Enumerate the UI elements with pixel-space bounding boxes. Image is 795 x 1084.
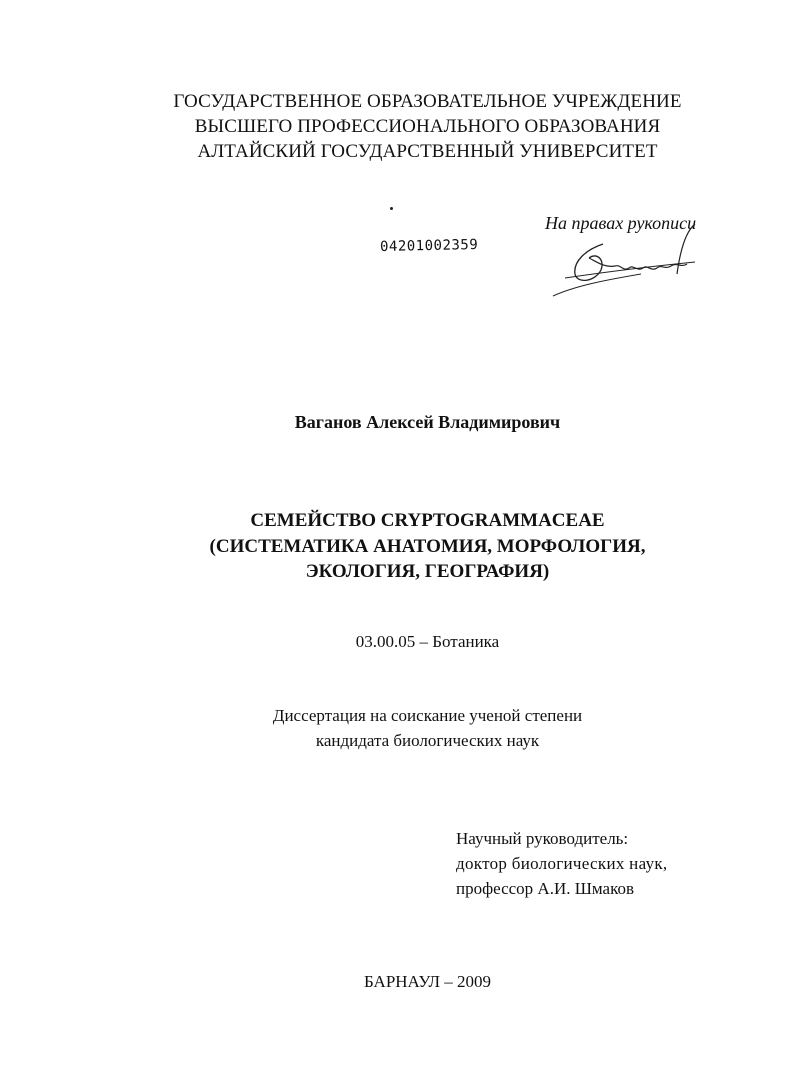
supervisor-label: Научный руководитель: [456, 829, 629, 848]
supervisor-degree: доктор биологических наук, [456, 854, 668, 873]
title-line-3: ЭКОЛОГИЯ, ГЕОГРАФИЯ) [305, 561, 550, 582]
catalog-number: 04201002359 [379, 236, 479, 256]
handwritten-signature [545, 222, 705, 300]
author-name: Ваганов Алексей Владимирович [294, 412, 561, 432]
city-year: БАРНАУЛ – 2009 [364, 972, 491, 991]
manuscript-note: На правах рукописи [545, 213, 697, 233]
title-line-1: СЕМЕЙСТВО CRYPTOGRAMMACEAE [250, 510, 605, 531]
dissertation-line-2: кандидата биологических наук [315, 731, 540, 750]
institution-line-2: ВЫСШЕГО ПРОФЕССИОНАЛЬНОГО ОБРАЗОВАНИЯ [194, 116, 661, 137]
institution-line-3: АЛТАЙСКИЙ ГОСУДАРСТВЕННЫЙ УНИВЕРСИТЕТ [197, 141, 658, 162]
specialty-code: 03.00.05 – Ботаника [355, 632, 500, 651]
ink-dot [390, 207, 393, 210]
dissertation-line-1: Диссертация на соискание ученой степени [272, 706, 583, 725]
institution-line-1: ГОСУДАРСТВЕННОЕ ОБРАЗОВАТЕЛЬНОЕ УЧРЕЖДЕНИЕ [173, 91, 682, 112]
title-line-2: (СИСТЕМАТИКА АНАТОМИЯ, МОРФОЛОГИЯ, [209, 536, 646, 557]
supervisor-name: профессор А.И. Шмаков [456, 879, 634, 898]
